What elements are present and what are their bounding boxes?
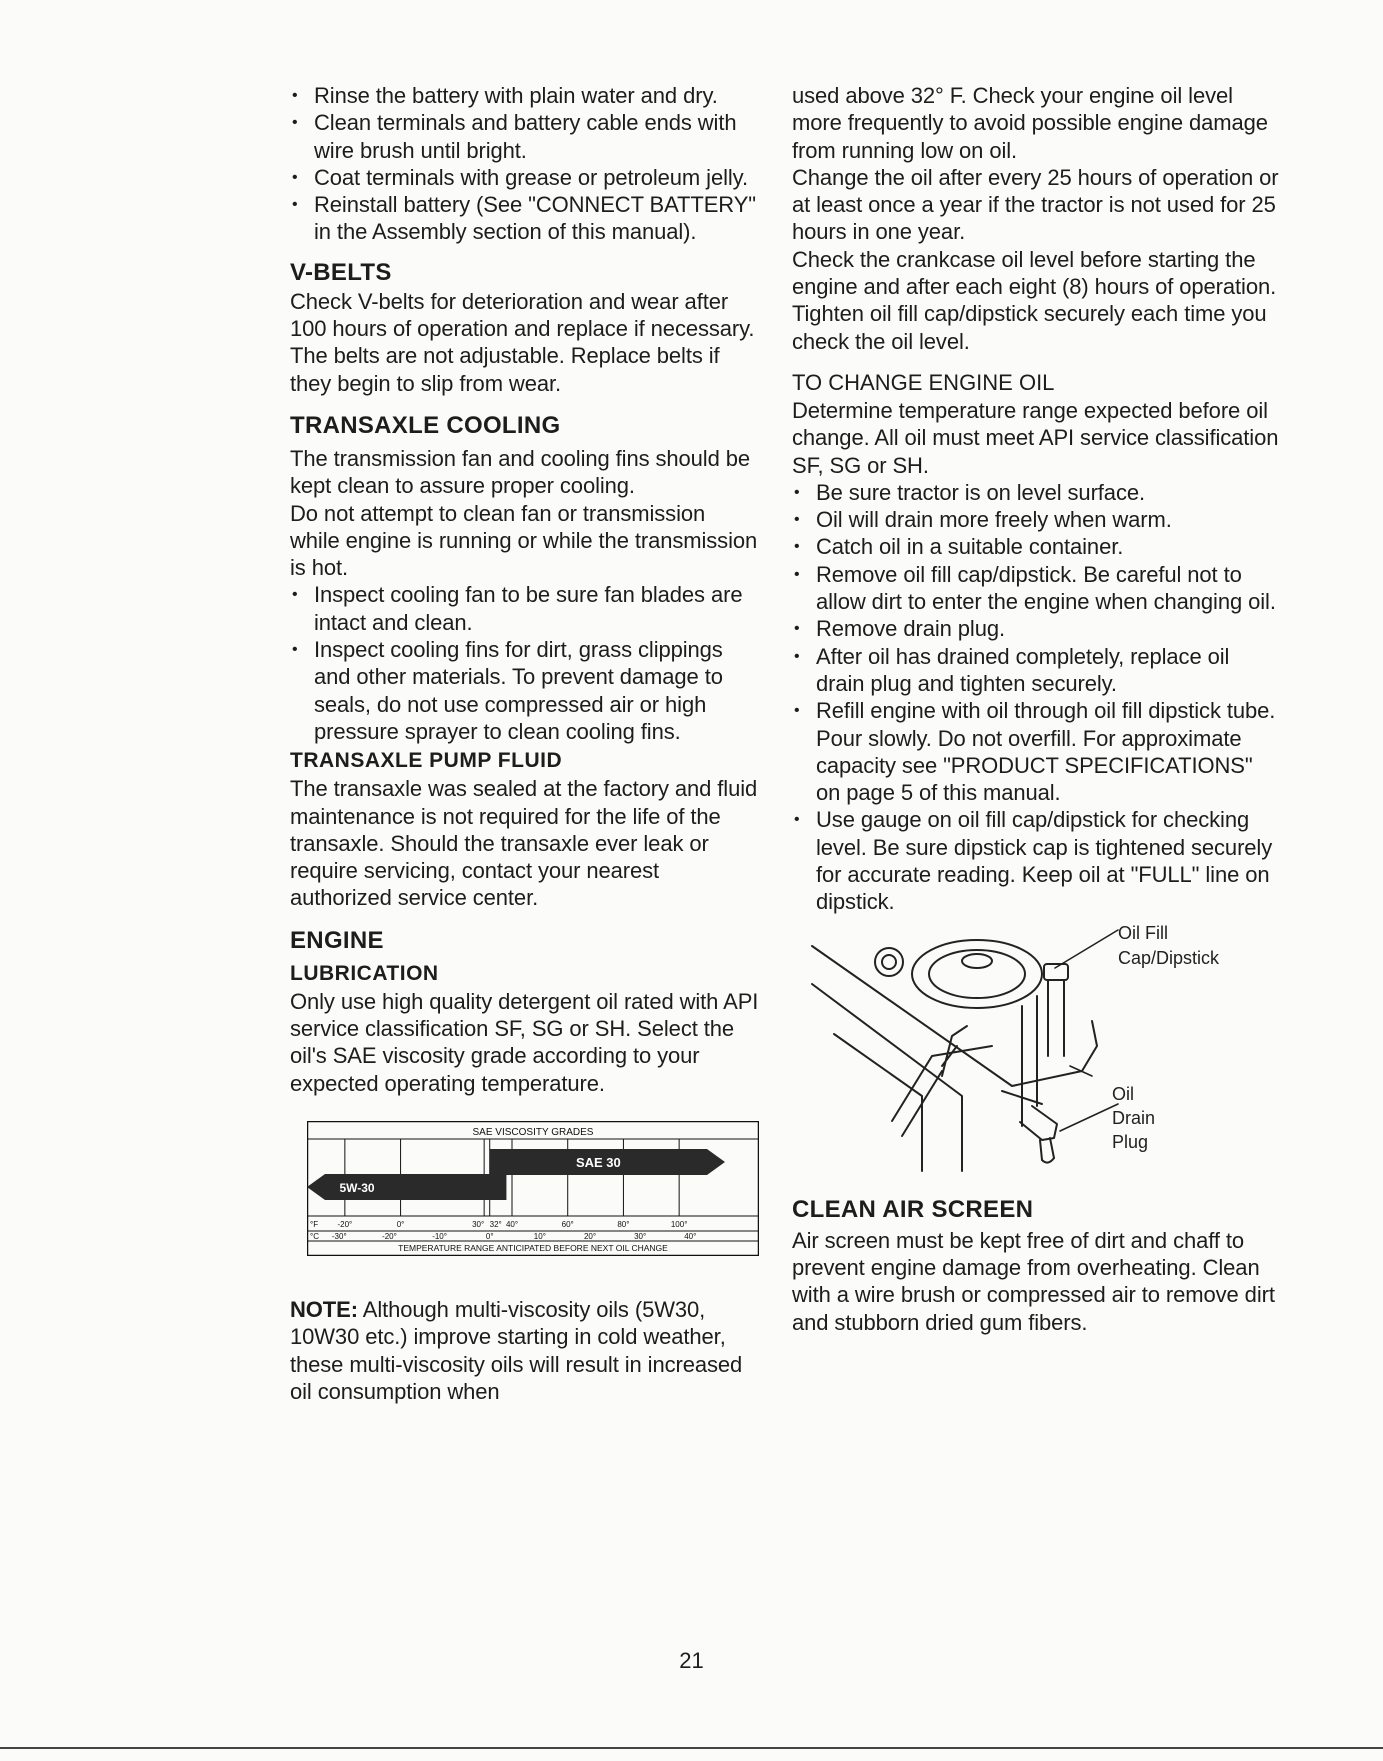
f-tick-label: 30°	[472, 1219, 485, 1229]
list-item: • Reinstall battery (See "CONNECT BATTERY" in the Assembly section of this manual).	[290, 191, 760, 246]
chart-xlabel: TEMPERATURE RANGE ANTICIPATED BEFORE NEXT OIL CHANGE	[398, 1242, 668, 1253]
list-item: • Oil will drain more freely when warm.	[792, 506, 1282, 533]
list-item: • Remove drain plug.	[792, 615, 1282, 642]
change-engine-oil-paragraph: Determine temperature range expected before oil change. All oil must meet API service classification SF, SG or SH.	[792, 397, 1279, 478]
c-tick-label: -10°	[432, 1231, 447, 1241]
oil-fill-label-line1: Oil Fill	[1118, 922, 1168, 943]
bar-label-sae-30: SAE 30	[575, 1154, 621, 1170]
bar-5w-30	[307, 1174, 506, 1200]
right-column	[792, 82, 1282, 1336]
c-tick-label: 40°	[684, 1231, 697, 1241]
f-tick-label: -20°	[337, 1219, 353, 1229]
pump-fluid-paragraph: The transaxle was sealed at the factory and fluid maintenance is not required for the life of the transaxle. Should the transaxle ever leak or require servicing, contact your nearest authorized service center.	[290, 776, 758, 911]
oil-change-steps-list	[792, 479, 1282, 916]
vbelts-paragraph: Check V-belts for deterioration and wear after 100 hours of operation and replace if necessary. The belts are not adjustable. Replace belts if they begin to slip from wear.	[290, 288, 755, 396]
bottom-rule	[0, 1747, 1383, 1749]
pump-fluid-heading: TRANSAXLE PUMP FLUID	[290, 749, 563, 773]
list-item: • Coat terminals with grease or petroleum jelly.	[290, 164, 760, 191]
c-unit-label: °C	[310, 1231, 319, 1241]
battery-steps-list	[290, 82, 760, 246]
list-item: • Inspect cooling fan to be sure fan blades are intact and clean.	[290, 581, 760, 636]
oil-drain-label-line3: Plug	[1112, 1131, 1149, 1152]
f-tick-label: 32°	[489, 1219, 502, 1229]
clean-air-screen-paragraph: Air screen must be kept free of dirt and chaff to prevent engine damage from overheating. Clean with a wire brush or compressed air to remove dirt and stubborn dried gum fibers.	[792, 1227, 1275, 1335]
f-tick-label: 40°	[505, 1219, 519, 1229]
transaxle-cooling-heading: TRANSAXLE COOLING	[290, 411, 561, 439]
vbelts-heading: V-BELTS	[290, 258, 392, 286]
oil-drain-label-line1: Oil	[1112, 1083, 1134, 1104]
chart-title: SAE VISCOSITY GRADES	[472, 1126, 594, 1138]
c-tick-label: 10°	[533, 1231, 546, 1241]
list-item: • Remove oil fill cap/dipstick. Be careful not to allow dirt to enter the engine when changing oil.	[792, 561, 1282, 616]
f-tick-label: 0°	[396, 1219, 405, 1229]
bar-label-5w-30: 5W-30	[339, 1180, 375, 1195]
change-engine-oil-subheading: TO CHANGE ENGINE OIL	[792, 369, 1055, 395]
clean-air-screen-heading: CLEAN AIR SCREEN	[792, 1195, 1034, 1223]
list-item: • Use gauge on oil fill cap/dipstick for checking level. Be sure dipstick cap is tightened securely for accurate reading. Keep oil at "FULL" line on dipstick.	[792, 806, 1282, 915]
sae-viscosity-chart-svg	[307, 1121, 759, 1256]
oil-fill-label-line2: Cap/Dipstick	[1118, 947, 1220, 968]
f-tick-label: 100°	[670, 1219, 688, 1229]
f-tick-label: 80°	[617, 1219, 630, 1229]
engine-oil-diagram	[792, 922, 1282, 1191]
list-item: • Rinse the battery with plain water and dry.	[290, 82, 760, 109]
c-tick-label: 20°	[583, 1231, 597, 1241]
engine-heading: ENGINE	[290, 926, 384, 954]
c-tick-label: 0°	[485, 1231, 494, 1241]
f-tick-label: 60°	[561, 1219, 574, 1229]
list-item: • Refill engine with oil through oil fill dipstick tube. Pour slowly. Do not overfill. For approximate capacity see "PRODUCT SPECIFICATIONS" on page 5 of this manual.	[792, 697, 1282, 806]
left-column	[290, 82, 760, 1405]
transaxle-cooling-paragraph-1: The transmission fan and cooling fins should be kept clean to assure proper cooling.	[290, 445, 751, 499]
note-label: NOTE:	[290, 1296, 358, 1322]
oil-change-interval-paragraph: Change the oil after every 25 hours of operation or at least once a year if the tractor is not used for 25 hours in one year.	[792, 164, 1279, 245]
continued-paragraph: used above 32° F. Check your engine oil level more frequently to avoid possible engine damage from running low on oil.	[792, 83, 1268, 163]
cooling-inspection-list	[290, 581, 760, 745]
list-item: • Inspect cooling fins for dirt, grass clippings and other materials. To prevent damage to seals, do not use compressed air or high pressure sprayer to clean cooling fins.	[290, 636, 760, 745]
lubrication-subheading: LUBRICATION	[290, 961, 439, 985]
oil-drain-label-line2: Drain	[1112, 1107, 1156, 1128]
c-tick-label: 30°	[634, 1231, 647, 1241]
c-tick-label: -30°	[331, 1231, 347, 1241]
oil-check-paragraph: Check the crankcase oil level before starting the engine and after each eight (8) hours of operation. Tighten oil fill cap/dipstick securely each time you check the oil level.	[792, 246, 1277, 354]
c-tick-label: -20°	[382, 1231, 397, 1241]
transaxle-cooling-paragraph-2: Do not attempt to clean fan or transmission while engine is running or while the transmission is hot.	[290, 500, 758, 581]
list-item: • Be sure tractor is on level surface.	[792, 479, 1282, 506]
note-paragraph	[290, 1296, 760, 1405]
f-unit-label: °F	[310, 1219, 319, 1229]
lubrication-paragraph: Only use high quality detergent oil rated with API service classification SF, SG or SH. Select the oil's SAE viscosity grade according to your expected operating temperature.	[290, 988, 759, 1096]
list-item: • Clean terminals and battery cable ends with wire brush until bright.	[290, 109, 760, 164]
list-item: • After oil has drained completely, replace oil drain plug and tighten securely.	[792, 643, 1282, 698]
list-item: • Catch oil in a suitable container.	[792, 533, 1282, 560]
sae-viscosity-chart	[307, 1121, 759, 1256]
page-number: 21	[679, 1648, 704, 1673]
note-text: Although multi-viscosity oils (5W30, 10W30 etc.) improve starting in cold weather, these multi-viscosity oils will result in increased oil consumption when	[290, 1296, 743, 1404]
